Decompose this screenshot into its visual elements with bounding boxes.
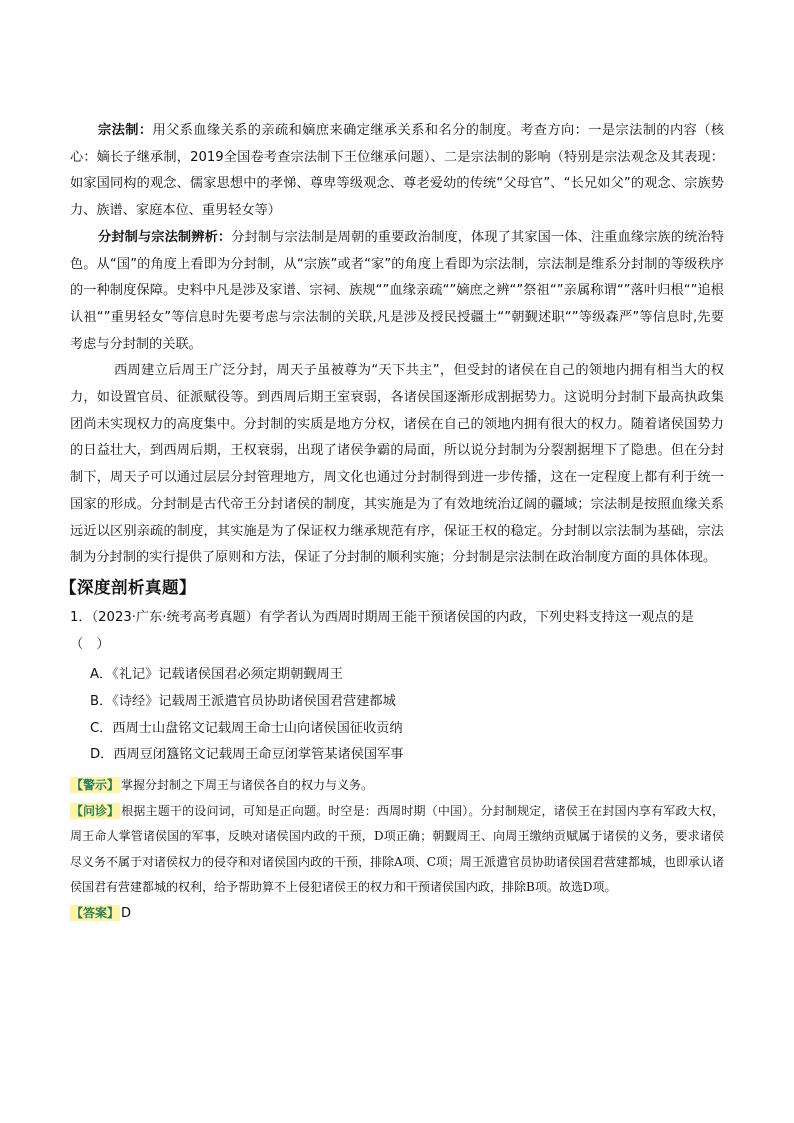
hint-tag: 【警示】 (71, 778, 120, 793)
answer-text: D (121, 905, 132, 921)
diagnosis-text: 根据主题干的设问词，可知是正向题。时空是：西周时期（中国）。分封制规定，诸侯王在封国内享有军政大权，周王命人掌管诸侯国的军事，反映对诸侯国内政的干预，D项正确；朝觐周王、向周王缴纳贡赋属于诸侯的义务，要求诸侯尽义务不属于对诸侯权力的侵夺和对诸侯国内政的干预，排除A项、C项；周王派遣官员协助诸侯国君营建都城，也即承认诸侯国君有营建都城的权利，给予帮助算不上侵犯诸侯王的权力和干预诸侯国内政，排除B项。故选D项。 (70, 803, 724, 895)
western-zhou-paragraph: 西周建立后周王广泛分封，周天子虽被尊为“天下共主”，但受封的诸侯在自己的领地内拥有相当大的权力，如设置官员、征派赋役等。到西周后期王室衰弱，各诸侯国逐渐形成割据势力。这说明分封制下最高执政集团尚未实现权力的高度集中。分封制的实质是地方分权，诸侯在自己的领地内拥有很大的权力。随着诸侯国势力的日益壮大，到西周后期，王权衰弱，出现了诸侯争霸的局面，所以说分封制为分裂割据埋下了隐患。但在分封制下，周天子可以通过层层分封管理地方，周文化也通过分封制得到进一步传播，这在一定程度上都有利于统一国家的形成。分封制是古代帝王分封诸侯的制度，其实施是为了有效地统治辽阔的疆域；宗法制是按照血缘关系远近以区别亲疏的制度，其实施是为了保证权力继承规范有序，保证王权的稳定。分封制以宗法制为基础，宗法制为分封制的实行提供了原则和方法，保证了分封制的顺利实施；分封制是宗法制在政治制度方面的具体体现。 (70, 363, 724, 566)
option-list (90, 662, 724, 769)
zongfa-text: 用父系血缘关系的亲疏和嫡庶来确定继承关系和名分的制度。考查方向：一是宗法制的内容（核心：嫡长子继承制，2019全国卷考查宗法制下王位继承问题）、二是宗法制的影响（特别是宗法观念及其表现：如家国同构的观念、儒家思想中的孝悌、尊卑等级观念、尊老爱幼的传统“父母官”、“长兄如父”的观念、宗族势力、族谱、家庭本位、重男轻女等） (70, 123, 725, 219)
option-b: B．《诗经》记载周王派遣官员协助诸侯国君营建都城 (90, 694, 396, 710)
comparison-term: 分封制与宗法制辨析： (98, 229, 232, 245)
hint-row (70, 773, 724, 799)
option-c: C．西周士山盘铭文记载周王命士山向诸侯国征收贡纳 (90, 720, 403, 736)
diagnosis-row (70, 799, 724, 901)
analysis-block (70, 773, 724, 926)
option-a: A．《礼记》记载诸侯国君必须定期朝觐周王 (90, 667, 343, 683)
hint-text: 掌握分封制之下周王与诸侯各自的权力与义务。 (121, 778, 374, 793)
diagnosis-tag: 【问诊】 (71, 803, 120, 818)
question-stem: 1．（2023·广东·统考高考真题）有学者认为西周时期周王能干预诸侯国的内政，下列史料支持这一观点的是（ ） (70, 609, 694, 652)
option-d: D．西周豆闭簋铭文记载周王命豆闭掌管某诸侯国军事 (90, 747, 404, 763)
section-heading: 【深度剖析真题】 (60, 577, 196, 597)
answer-tag: 【答案】 (71, 905, 120, 920)
zongfa-term: 宗法制： (98, 123, 153, 138)
document-content (60, 118, 725, 926)
comparison-paragraph (70, 225, 724, 359)
answer-row (70, 901, 724, 927)
comparison-text: 分封制与宗法制是周朝的重要政治制度，体现了其家国一体、注重血缘宗族的统治特色。从“国”的角度上看即为分封制，从“宗族”或者“家”的角度上看即为宗法制，宗法制是维系分封制的等级秩序的一种制度保障。史料中凡是涉及家谱、宗祠、族规“”血缘亲疏“”嫡庶之辨“”祭祖“”亲属称谓“”落叶归根“”追根认祖“”重男轻女”等信息时先要考虑与宗法制的关联,凡是涉及授民授疆土“”朝觐述职“”等级森严”等信息时,先要考虑与分封制的关联。 (70, 229, 725, 352)
zongfa-paragraph (70, 118, 724, 225)
